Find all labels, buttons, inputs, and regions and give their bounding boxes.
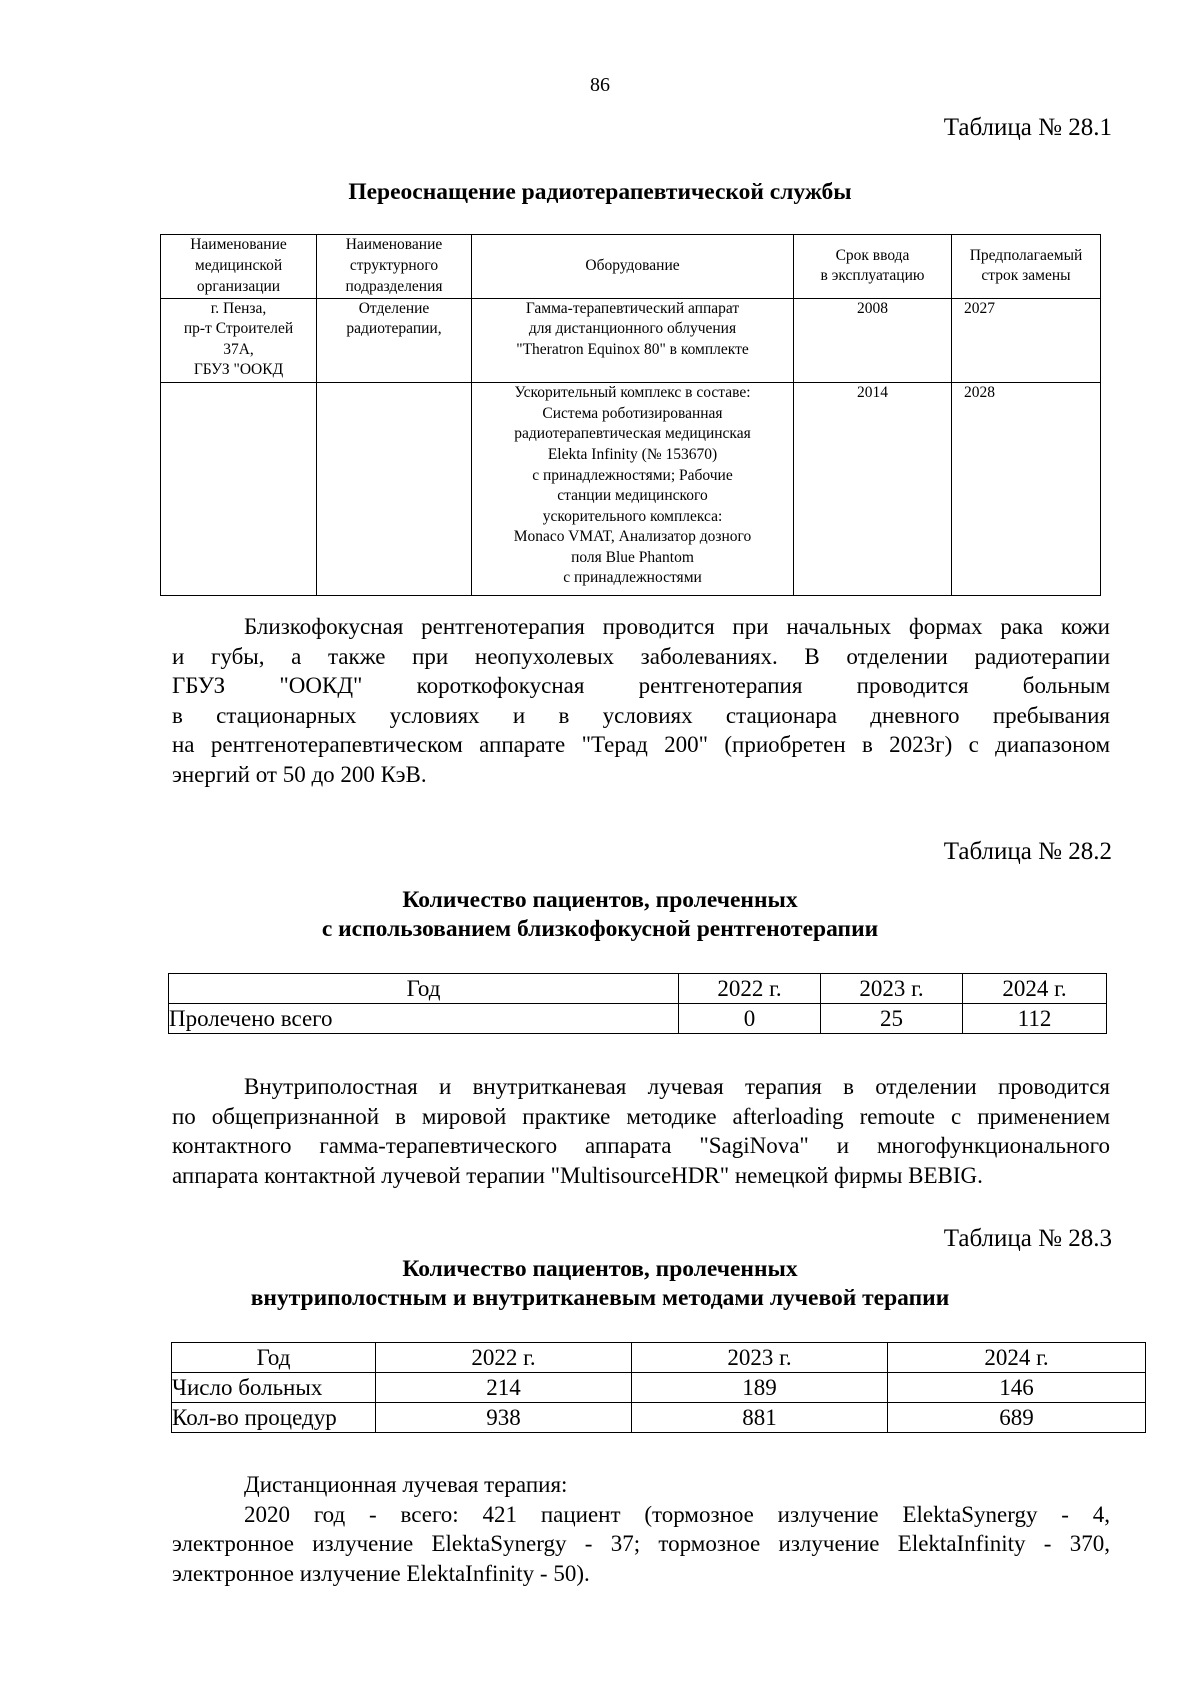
table-row [161,383,1101,596]
cell-2024: 689 [888,1403,1146,1433]
table-row [169,1004,1107,1034]
table-28-3-ref: Таблица № 28.3 [943,1225,1112,1252]
header-2024: 2024 г. [888,1343,1146,1373]
header-replacement: Предполагаемый строк замены [952,235,1101,299]
table-28-2-ref: Таблица № 28.2 [943,838,1112,865]
paragraph-close-focus-xray: Близкофокусная рентгенотерапия проводится при начальных формах рака кожи и губы, а также при неопухолевых заболеваниях. В отделении радиотерапии ГБУЗ "ООКД" короткофокусная рентгенотерапия проводится больным в стационарных условиях и в условиях стационара дневного пребывания на рентгенотерапевтическом аппарате "Терад 200" (приобретен в 2023г) с диапазоном энергий от 50 до 200 КэВ. [172,614,1110,787]
table-28-3-header-row [172,1343,1146,1373]
header-equipment: Оборудование [472,235,794,299]
header-commissioning: Срок ввода в эксплуатацию [794,235,952,299]
header-year: Год [172,1343,376,1373]
table-28-2-header-row [169,974,1107,1004]
cell-2024: 146 [888,1373,1146,1403]
header-2022: 2022 г. [376,1343,632,1373]
cell-2023: 881 [632,1403,888,1433]
cell-equipment: Ускорительный комплекс в составе: Система роботизированная радиотерапевтическая медицинская Elekta Infinity (№ 153670) с принадлежностями; Рабочие станции медицинского ускорительного комплекса: Monaco VMAT, Анализатор дозного поля Blue Phantom с принадлежностями [472,383,794,596]
cell-commissioning: 2008 [794,298,952,383]
table-28-1-ref: Таблица № 28.1 [943,114,1112,141]
cell-2022: 214 [376,1373,632,1403]
cell-department [317,383,472,596]
row-label: Число больных [172,1373,376,1403]
table-row [172,1403,1146,1433]
row-label: Пролечено всего [169,1004,679,1034]
cell-2022: 938 [376,1403,632,1433]
table-28-1-title: Переоснащение радиотерапевтической службы [348,179,852,205]
cell-equipment: Гамма-терапевтический аппарат для дистанционного облучения "Theratron Equinox 80" в комплекте [472,298,794,383]
page-number: 86 [590,74,610,96]
header-year: Год [169,974,679,1004]
table-28-3-title: Количество пациентов, пролеченных внутриполостным и внутритканевым методами лучевой терапии [250,1256,950,1311]
table-28-3 [171,1342,1146,1433]
cell-organization [161,383,317,596]
table-row [172,1373,1146,1403]
cell-2023: 25 [821,1004,963,1034]
table-28-2-title: Количество пациентов, пролеченных с использованием близкофокусной рентгенотерапии [321,887,879,942]
cell-replacement: 2028 [952,383,1101,596]
cell-2022: 0 [679,1004,821,1034]
header-2023: 2023 г. [821,974,963,1004]
header-2023: 2023 г. [632,1343,888,1373]
paragraph-external-beam-therapy: Дистанционная лучевая терапия: 2020 год - всего: 421 пациент (тормозное излучение ElektaSynergy - 4, электронное излучение ElektaSynergy - 37; тормозное излучение ElektaInfinity - 370, электронное излучение ElektaInfinity - 50). [172,1472,1110,1586]
cell-2024: 112 [963,1004,1107,1034]
header-2022: 2022 г. [679,974,821,1004]
row-label: Кол-во процедур [172,1403,376,1433]
header-2024: 2024 г. [963,974,1107,1004]
table-28-2 [168,973,1107,1034]
cell-department: Отделение радиотерапии, [317,298,472,383]
table-28-1 [160,234,1101,596]
header-organization: Наименование медицинской организации [161,235,317,299]
table-28-1-header-row [161,235,1101,299]
table-row [161,298,1101,383]
cell-replacement: 2027 [952,298,1101,383]
paragraph-intracavitary-therapy: Внутриполостная и внутритканевая лучевая терапия в отделении проводится по общепризнанной в мировой практике методике afterloading remoute с применением контактного гамма-терапевтического аппарата "SagiNova" и многофункционального аппарата контактной лучевой терапии "MultisourceHDR" немецкой фирмы BEBIG. [172,1074,1110,1188]
cell-2023: 189 [632,1373,888,1403]
cell-organization: г. Пенза, пр-т Строителей 37А, ГБУЗ "ООКД [161,298,317,383]
cell-commissioning: 2014 [794,383,952,596]
header-department: Наименование структурного подразделения [317,235,472,299]
